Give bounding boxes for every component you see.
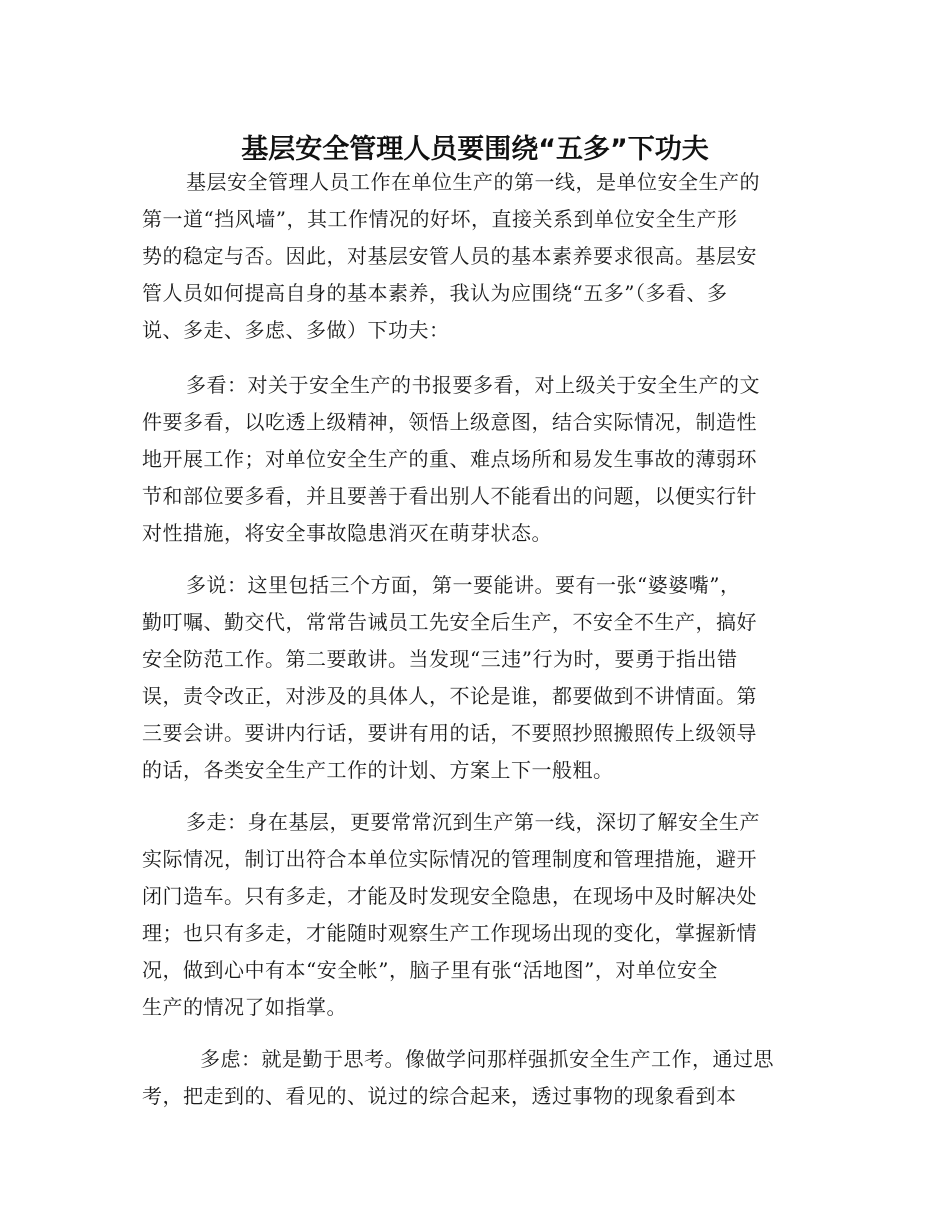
text-line: 的话，各类安全生产工作的计划、方案上下一般粗。 <box>142 758 614 782</box>
text-line: 第一道“挡风墙”，其工作情况的好坏，直接关系到单位安全生产形 <box>142 207 738 231</box>
text-line: 管人员如何提高自身的基本素养，我认为应围绕“五多”（多看、多 <box>142 281 728 305</box>
text-line: 对性措施，将安全事故隐患消灭在萌芽状态。 <box>142 521 552 545</box>
text-line: 况，做到心中有本“安全帐”，脑子里有张“活地图”，对单位安全 <box>142 958 718 982</box>
text-line: 安全防范工作。第二要敢讲。当发现“三违”行为时，要勇于指出错 <box>142 647 738 671</box>
paragraph-duo-lv <box>142 1041 802 1115</box>
text-line: 地开展工作；对单位安全生产的重、难点场所和易发生事故的薄弱环 <box>142 447 757 471</box>
text-line: 多说：这里包括三个方面，第一要能讲。要有一张“婆婆嘴”， <box>186 573 741 597</box>
text-line: 三要会讲。要讲内行话，要讲有用的话，不要照抄照搬照传上级领导 <box>142 721 757 745</box>
paragraph-duo-zou <box>142 804 802 1026</box>
text-line: 件要多看，以吃透上级精神，领悟上级意图，结合实际情况，制造性 <box>142 410 757 434</box>
text-line: 闭门造车。只有多走，才能及时发现安全隐患，在现场中及时解决处 <box>142 884 757 908</box>
text-line: 理；也只有多走，才能随时观察生产工作现场出现的变化，掌握新情 <box>142 921 757 945</box>
text-line: 基层安全管理人员工作在单位生产的第一线，是单位安全生产的 <box>186 170 760 194</box>
text-line: 多看：对关于安全生产的书报要多看，对上级关于安全生产的文 <box>186 373 760 397</box>
text-line: 说、多走、多虑、多做）下功夫： <box>142 318 450 342</box>
text-line: 节和部位要多看，并且要善于看出别人不能看出的问题，以便实行针 <box>142 484 757 508</box>
text-line: 考，把走到的、看见的、说过的综合起来，透过事物的现象看到本 <box>142 1084 737 1108</box>
text-line: 实际情况，制订出符合本单位实际情况的管理制度和管理措施，避开 <box>142 847 757 871</box>
paragraph-intro <box>142 164 802 349</box>
paragraph-duo-shuo <box>142 567 802 789</box>
text-line: 生产的情况了如指掌。 <box>142 995 347 1019</box>
text-line: 势的稳定与否。因此，对基层安管人员的基本素养要求很高。基层安 <box>142 244 757 268</box>
text-line: 勤叮嘱、勤交代，常常告诫员工先安全后生产，不安全不生产，搞好 <box>142 610 757 634</box>
paragraph-duo-kan <box>142 367 802 552</box>
text-line: 误，责令改正，对涉及的具体人，不论是谁，都要做到不讲情面。第 <box>142 684 757 708</box>
document-title: 基层安全管理人员要围绕“五多”下功夫 <box>241 134 709 166</box>
text-line: 多虑：就是勤于思考。像做学问那样强抓安全生产工作，通过思 <box>200 1047 774 1071</box>
text-line: 多走：身在基层，更要常常沉到生产第一线，深切了解安全生产 <box>186 810 760 834</box>
